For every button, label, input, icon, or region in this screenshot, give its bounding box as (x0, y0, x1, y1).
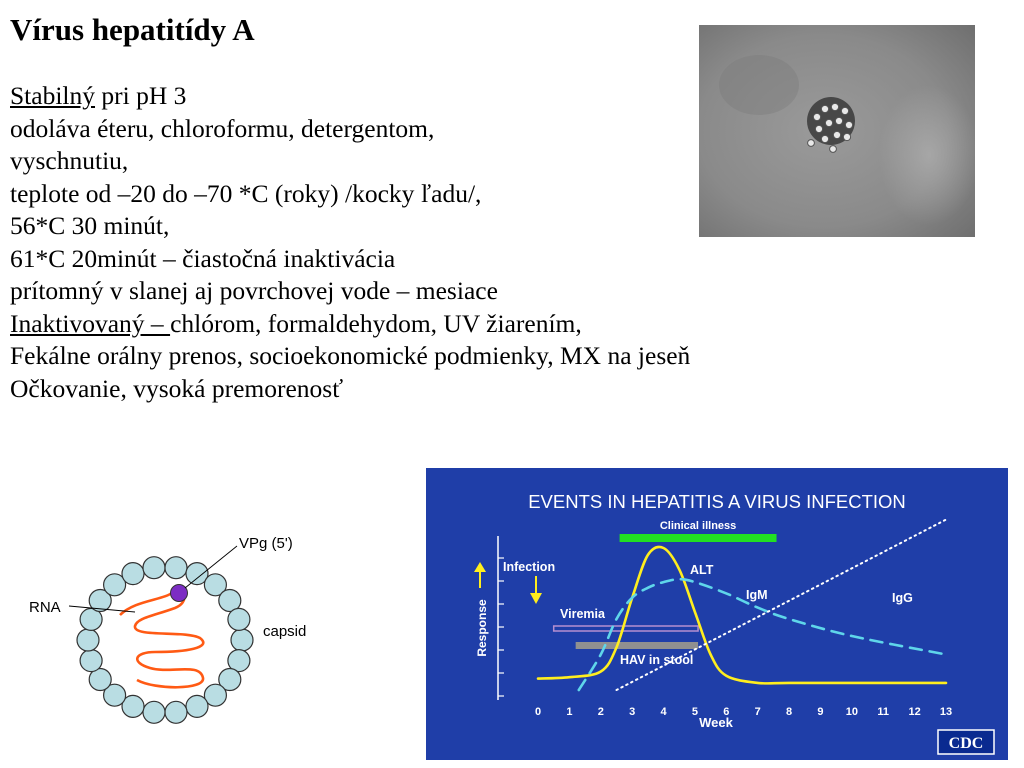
capsid-label: capsid (263, 623, 307, 640)
y-axis-label: Response (475, 599, 489, 657)
capsomer (143, 701, 165, 723)
x-tick-label: 7 (754, 706, 761, 718)
x-tick-label: 12 (908, 706, 921, 718)
vpg-protein (171, 585, 188, 602)
bar-label: Viremia (560, 607, 605, 621)
x-tick-label: 0 (534, 706, 542, 718)
capsomer (77, 629, 99, 651)
bar-clinical-illness (620, 534, 777, 542)
x-tick-label: 9 (817, 706, 824, 718)
cdc-logo (938, 730, 994, 754)
capsomer (80, 650, 102, 672)
line-56c: 56*C 30 minút, (10, 211, 170, 240)
capsomer (165, 701, 187, 723)
capsomer (228, 608, 250, 630)
capsomer (122, 563, 144, 585)
slide-title: Vírus hepatitídy A (10, 12, 255, 47)
line-inactivation (10, 308, 690, 341)
electron-micrograph-image (699, 25, 975, 237)
x-tick-label: 3 (629, 706, 636, 718)
inactivated-label: Inaktivovaný – (10, 308, 171, 338)
x-tick-label: 4 (660, 706, 667, 718)
infection-label: Infection (503, 560, 556, 574)
capsomer (186, 695, 208, 717)
capsomer (231, 629, 253, 651)
stable-label: Stabilný (10, 81, 96, 110)
chart-title: EVENTS IN HEPATITIS A VIRUS INFECTION (528, 491, 906, 512)
x-tick-label: 1 (566, 706, 573, 718)
bar-label: Clinical illness (659, 520, 737, 532)
line-transmission: Fekálne orálny prenos, socioekonomické podmienky, MX na jeseň (10, 341, 691, 370)
hav-structure-diagram (25, 530, 325, 730)
line-61c: 61*C 20minút – čiastočná inaktivácia (10, 243, 396, 273)
slide-body (10, 80, 690, 405)
rna-label: RNA (29, 599, 61, 616)
inactivated-text: chlórom, formaldehydom, UV žiarením, (170, 308, 582, 338)
cdc-logo-text: CDC (948, 735, 984, 752)
rna-strand (120, 591, 203, 687)
line-water: prítomný v slanej aj povrchovej vode – mesiace (10, 276, 498, 305)
x-tick-label: 6 (723, 706, 730, 718)
line-resistance: odoláva éteru, chloroformu, detergentom, (10, 113, 435, 143)
line-stability (10, 80, 690, 113)
x-tick-label: 13 (939, 706, 953, 718)
capsomer (165, 557, 187, 579)
x-tick-label: 5 (691, 706, 698, 718)
line-vaccination: Očkovanie, vysoká premorenosť (10, 373, 344, 403)
x-tick-label: 11 (877, 706, 890, 718)
line-drying: vyschnutiu, (10, 146, 129, 175)
x-tick-label: 8 (786, 706, 793, 718)
series-label: IgM (746, 588, 768, 602)
stable-text: pri pH 3 (95, 81, 187, 110)
line-cold: teplote od –20 do –70 *C (roky) /kocky ľadu/, (10, 178, 482, 208)
vpg-label: VPg (5') (239, 535, 293, 552)
hav-events-chart (426, 468, 1008, 760)
x-axis-label: Week (699, 715, 733, 730)
x-tick-label: 10 (845, 706, 858, 718)
series-label: ALT (690, 563, 714, 577)
x-tick-label: 2 (597, 706, 604, 718)
capsid-ring (77, 557, 253, 724)
bar-hav-in-stool (576, 642, 698, 649)
capsomer (143, 557, 165, 579)
series-label: IgG (892, 591, 913, 605)
bar-label: HAV in stool (620, 653, 694, 667)
